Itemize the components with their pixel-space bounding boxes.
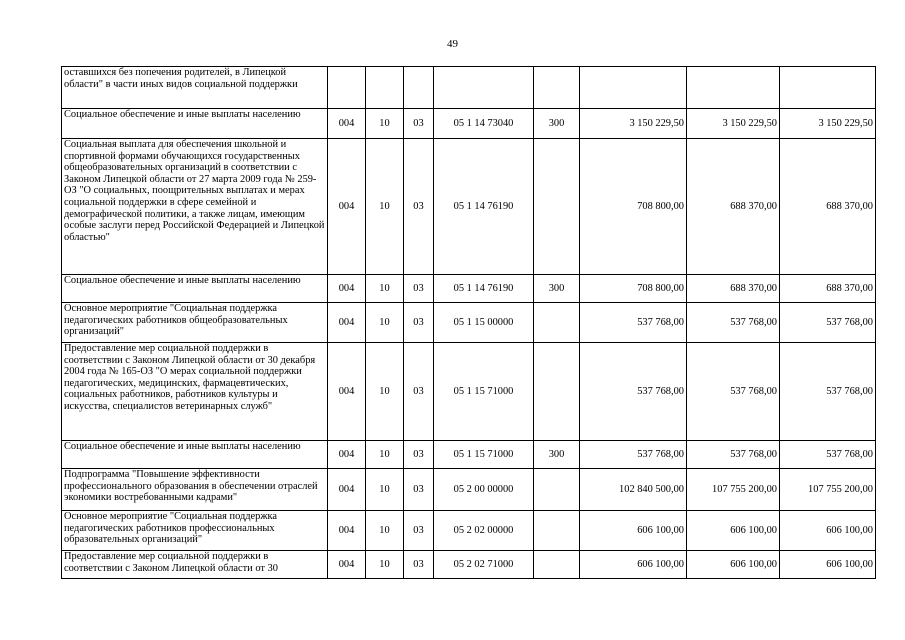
cell-ved-code: 004 <box>328 511 366 551</box>
cell-amount-3: 606 100,00 <box>780 511 876 551</box>
cell-amount-1: 537 768,00 <box>580 343 687 441</box>
cell-name: Основное мероприятие "Социальная поддержка педагогических работников общеобразовательных организаций" <box>62 303 328 343</box>
cell-target-article: 05 1 15 00000 <box>434 303 534 343</box>
table-row <box>62 67 876 109</box>
table-row <box>62 511 876 551</box>
cell-section: 10 <box>366 275 404 303</box>
cell-subsection: 03 <box>404 551 434 579</box>
cell-amount-2: 606 100,00 <box>687 551 780 579</box>
table-row <box>62 441 876 469</box>
cell-section: 10 <box>366 343 404 441</box>
cell-amount-1: 537 768,00 <box>580 441 687 469</box>
cell-amount-3: 537 768,00 <box>780 343 876 441</box>
table-body <box>62 67 876 579</box>
cell-ved-code: 004 <box>328 441 366 469</box>
cell-amount-1: 537 768,00 <box>580 303 687 343</box>
cell-expense-type <box>534 303 580 343</box>
cell-subsection <box>404 67 434 109</box>
cell-target-article: 05 1 15 71000 <box>434 343 534 441</box>
cell-amount-2: 606 100,00 <box>687 511 780 551</box>
cell-subsection: 03 <box>404 469 434 511</box>
cell-amount-2: 537 768,00 <box>687 343 780 441</box>
cell-amount-1: 102 840 500,00 <box>580 469 687 511</box>
cell-target-article: 05 1 15 71000 <box>434 441 534 469</box>
cell-subsection: 03 <box>404 109 434 139</box>
cell-target-article: 05 1 14 73040 <box>434 109 534 139</box>
cell-subsection: 03 <box>404 139 434 275</box>
cell-name: Социальное обеспечение и иные выплаты населению <box>62 109 328 139</box>
table-row <box>62 139 876 275</box>
cell-amount-3: 537 768,00 <box>780 303 876 343</box>
cell-subsection: 03 <box>404 511 434 551</box>
cell-expense-type <box>534 343 580 441</box>
cell-ved-code: 004 <box>328 139 366 275</box>
cell-amount-3: 107 755 200,00 <box>780 469 876 511</box>
cell-ved-code: 004 <box>328 469 366 511</box>
cell-target-article: 05 1 14 76190 <box>434 275 534 303</box>
cell-section: 10 <box>366 469 404 511</box>
cell-target-article: 05 2 00 00000 <box>434 469 534 511</box>
cell-amount-2: 537 768,00 <box>687 441 780 469</box>
cell-ved-code: 004 <box>328 343 366 441</box>
cell-section: 10 <box>366 511 404 551</box>
table-row <box>62 343 876 441</box>
cell-expense-type: 300 <box>534 441 580 469</box>
cell-ved-code: 004 <box>328 551 366 579</box>
cell-target-article: 05 2 02 00000 <box>434 511 534 551</box>
cell-section: 10 <box>366 303 404 343</box>
cell-section: 10 <box>366 109 404 139</box>
cell-section: 10 <box>366 441 404 469</box>
cell-ved-code <box>328 67 366 109</box>
cell-name: оставшихся без попечения родителей, в Липецкой области" в части иных видов социальной поддержки <box>62 67 328 109</box>
budget-table <box>61 66 876 579</box>
cell-amount-2 <box>687 67 780 109</box>
cell-amount-2: 107 755 200,00 <box>687 469 780 511</box>
table-row <box>62 275 876 303</box>
cell-amount-3: 3 150 229,50 <box>780 109 876 139</box>
cell-name: Социальное обеспечение и иные выплаты населению <box>62 275 328 303</box>
cell-subsection: 03 <box>404 343 434 441</box>
cell-amount-1: 708 800,00 <box>580 139 687 275</box>
cell-amount-1: 3 150 229,50 <box>580 109 687 139</box>
cell-amount-1 <box>580 67 687 109</box>
cell-name: Предоставление мер социальной поддержки в соответствии с Законом Липецкой области от 30 <box>62 551 328 579</box>
cell-expense-type <box>534 67 580 109</box>
cell-expense-type <box>534 551 580 579</box>
cell-target-article: 05 2 02 71000 <box>434 551 534 579</box>
cell-expense-type <box>534 139 580 275</box>
cell-expense-type: 300 <box>534 275 580 303</box>
cell-name: Социальная выплата для обеспечения школьной и спортивной формами обучающихся государственных общеобразовательных организаций в соответствии с Законом Липецкой области от 27 марта 2009 года № 259-ОЗ "О социальных, поощрительных выплатах и мерах социальной поддержки в сфере семейной и демографической политики, а также лицам, имеющим особые заслуги перед Российской Федерацией и Липецкой областью" <box>62 139 328 275</box>
cell-ved-code: 004 <box>328 109 366 139</box>
cell-section: 10 <box>366 139 404 275</box>
cell-amount-1: 606 100,00 <box>580 551 687 579</box>
cell-amount-2: 3 150 229,50 <box>687 109 780 139</box>
table-row <box>62 551 876 579</box>
table-row <box>62 303 876 343</box>
cell-amount-3: 537 768,00 <box>780 441 876 469</box>
cell-subsection: 03 <box>404 441 434 469</box>
table-row <box>62 109 876 139</box>
cell-subsection: 03 <box>404 275 434 303</box>
cell-ved-code: 004 <box>328 303 366 343</box>
cell-name: Основное мероприятие "Социальная поддержка педагогических работников профессиональных образовательных организаций" <box>62 511 328 551</box>
cell-expense-type <box>534 469 580 511</box>
cell-expense-type <box>534 511 580 551</box>
cell-subsection: 03 <box>404 303 434 343</box>
cell-target-article: 05 1 14 76190 <box>434 139 534 275</box>
cell-name: Социальное обеспечение и иные выплаты населению <box>62 441 328 469</box>
cell-section <box>366 67 404 109</box>
cell-ved-code: 004 <box>328 275 366 303</box>
cell-amount-3 <box>780 67 876 109</box>
cell-amount-2: 537 768,00 <box>687 303 780 343</box>
page-number: 49 <box>447 38 458 50</box>
cell-name: Предоставление мер социальной поддержки в соответствии с Законом Липецкой области от 30 декабря 2004 года № 165-ОЗ "О мерах социальной поддержки педагогических, медицинских, фармацевтических, социальных работников, работников культуры и искусства, специалистов ветеринарных служб" <box>62 343 328 441</box>
cell-amount-3: 606 100,00 <box>780 551 876 579</box>
cell-amount-1: 708 800,00 <box>580 275 687 303</box>
cell-amount-3: 688 370,00 <box>780 139 876 275</box>
cell-section: 10 <box>366 551 404 579</box>
cell-name: Подпрограмма "Повышение эффективности профессионального образования в обеспечении отраслей экономики востребованными кадрами" <box>62 469 328 511</box>
cell-amount-2: 688 370,00 <box>687 139 780 275</box>
cell-amount-3: 688 370,00 <box>780 275 876 303</box>
cell-amount-2: 688 370,00 <box>687 275 780 303</box>
cell-target-article <box>434 67 534 109</box>
cell-amount-1: 606 100,00 <box>580 511 687 551</box>
table-row <box>62 469 876 511</box>
cell-expense-type: 300 <box>534 109 580 139</box>
